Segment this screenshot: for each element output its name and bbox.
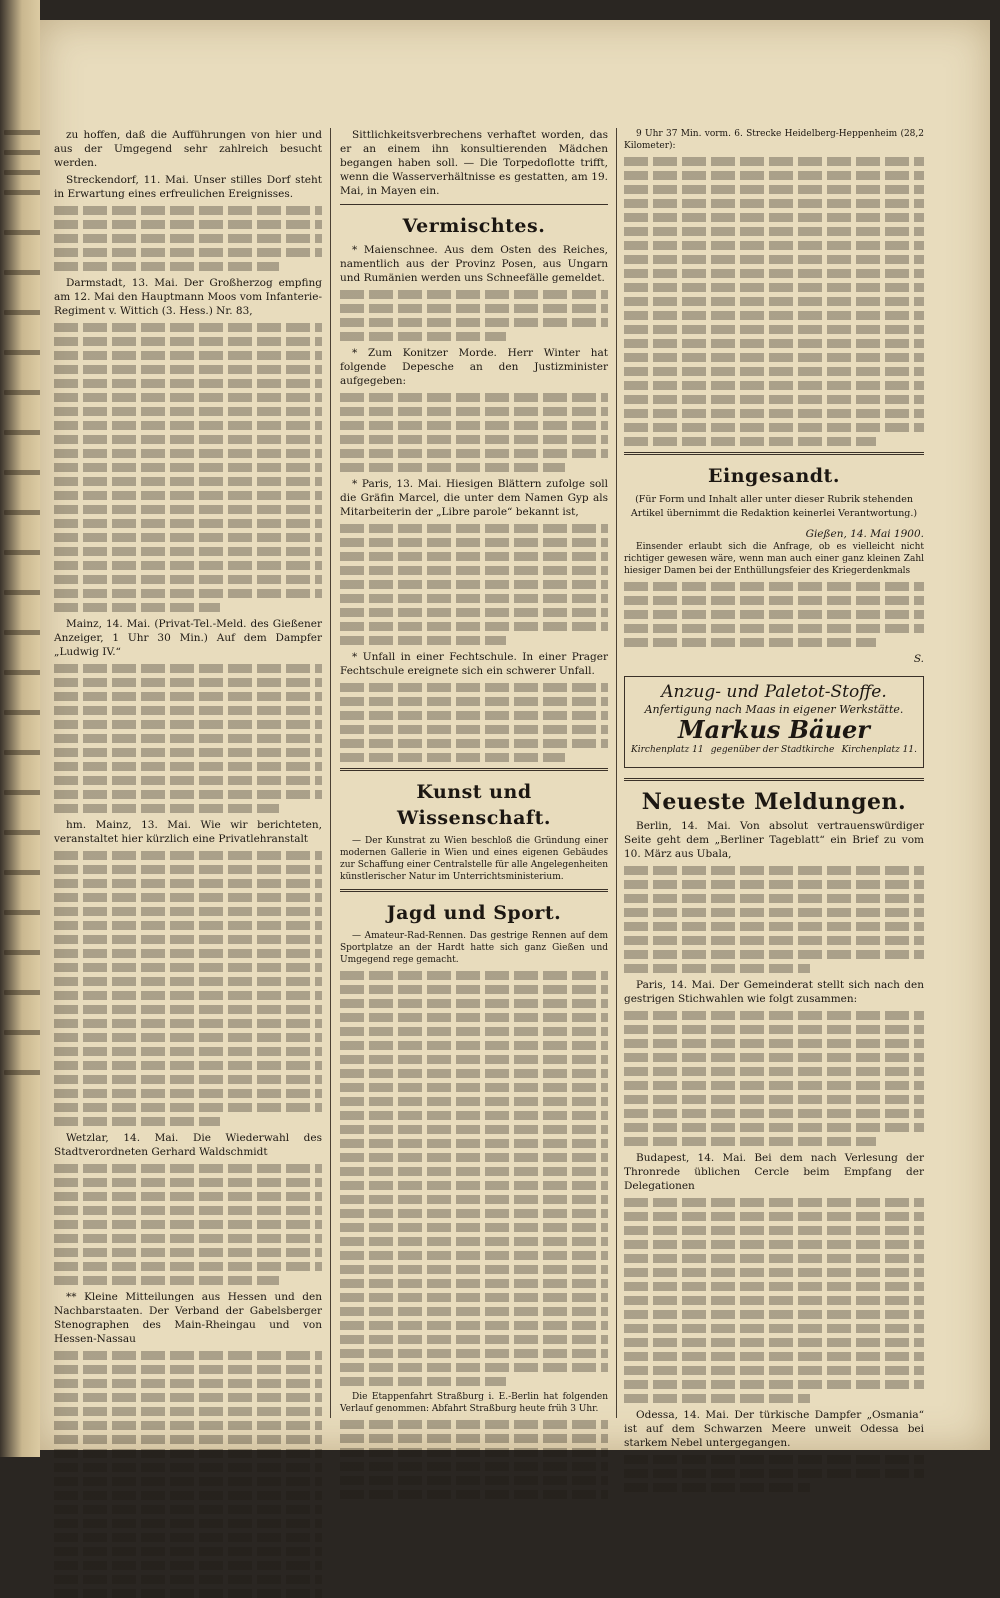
section-heading-kunst: Kunst und Wissenschaft.: [397, 781, 551, 829]
article-paragraph: Wetzlar, 14. Mai. Die Wiederwahl des Stadtverordneten Gerhard Waldschmidt: [54, 1132, 322, 1158]
column-rule: [616, 128, 617, 1418]
article-paragraph: — Amateur-Rad-Rennen. Das gestrige Rennen auf dem Sportplatze an der Hardt hatte sich ganz Gießen und Umgegend rege gemacht.: [340, 931, 608, 965]
advertisement: [624, 676, 924, 768]
section-heading-eingesandt: Eingesandt.: [708, 465, 840, 487]
section-heading-jagd-sport: Jagd und Sport.: [386, 902, 562, 924]
article-paragraph: Paris, 14. Mai. Der Gemeinderat stellt sich nach den gestrigen Stichwahlen wie folgt zusammen:: [624, 979, 924, 1005]
article-paragraph: Darmstadt, 13. Mai. Der Großherzog empfing am 12. Mai den Hauptmann Moos vom Infanterie-Regiment v. Wittich (3. Hess.) Nr. 83,: [54, 277, 322, 317]
article-paragraph: — Der Kunstrat zu Wien beschloß die Gründung einer modernen Gallerie in Wien und eines eigenen Gebäudes zur Schaffung einer Centralstelle für alle Angelegenheiten künstlerischer Natur im Unterrichtsministerium.: [340, 836, 608, 882]
article-paragraph: Die Etappenfahrt Straßburg i. E.-Berlin hat folgenden Verlauf genommen: Abfahrt Straßburg heute früh 3 Uhr.: [340, 1392, 608, 1414]
signature: S.: [913, 653, 924, 665]
column-rule: [330, 128, 331, 1418]
section-heading-vermischtes: Vermischtes.: [402, 215, 546, 237]
article-paragraph: * Maienschnee. Aus dem Osten des Reiches, namentlich aus der Provinz Posen, aus Ungarn und Rumänien werden uns Schneefälle gemeldet.: [340, 244, 608, 284]
dateline: Gießen, 14. Mai 1900.: [805, 528, 924, 540]
ad-tagline: Anfertigung nach Maas in eigener Werkstätte.: [644, 703, 904, 716]
adjacent-page-edge: [0, 0, 40, 1457]
newspaper-page: [40, 20, 990, 1450]
article-paragraph: hm. Mainz, 13. Mai. Wie wir berichteten, veranstaltet hier kürzlich eine Privatlehranstalt: [54, 819, 322, 845]
article-paragraph: * Paris, 13. Mai. Hiesigen Blättern zufolge soll die Gräfin Marcel, die unter dem Namen Gyp als Mitarbeiterin der „Libre parole“ bekannt ist,: [340, 478, 608, 518]
article-paragraph: * Unfall in einer Fechtschule. In einer Prager Fechtschule ereignete sich ein schwerer Unfall.: [340, 651, 608, 677]
column-1: [54, 128, 322, 1428]
ad-address-left: Kirchenplatz 11: [631, 745, 704, 755]
editorial-disclaimer: (Für Form und Inhalt aller unter dieser Rubrik stehenden Artikel übernimmt die Redaktion keinerlei Verantwortung.): [630, 494, 918, 519]
ad-address-middle: gegenüber der Stadtkirche: [710, 745, 835, 755]
column-3: [624, 128, 924, 1449]
ad-headline: Anzug- und Paletot-Stoffe.: [661, 682, 887, 702]
article-paragraph: ** Kleine Mitteilungen aus Hessen und den Nachbarstaaten. Der Verband der Gabelsberger Stenographen des Main-Rheingau und von Hessen-Nassau: [54, 1291, 322, 1345]
article-paragraph: Einsender erlaubt sich die Anfrage, ob es vielleicht nicht richtiger gewesen wäre, wenn man auch einer ganz kleinen Zahl hiesiger Damen bei der Enthüllungsfeier des Kriegerdenkmals: [624, 542, 924, 576]
article-paragraph: 9 Uhr 37 Min. vorm. 6. Strecke Heidelberg-Heppenheim (28,2 Kilometer):: [624, 129, 924, 151]
article-paragraph: Mainz, 14. Mai. (Privat-Tel.-Meld. des Gießener Anzeiger, 1 Uhr 30 Min.) Auf dem Dampfer „Ludwig IV.“: [54, 618, 322, 658]
article-paragraph: Berlin, 14. Mai. Von absolut vertrauenswürdiger Seite geht dem „Berliner Tageblatt“ ein Brief zu vom 10. März aus Ubala,: [624, 820, 924, 860]
article-paragraph: * Zum Konitzer Morde. Herr Winter hat folgende Depesche an den Justizminister aufgegeben:: [340, 347, 608, 387]
column-2: [340, 128, 608, 1428]
article-paragraph: Streckendorf, 11. Mai. Unser stilles Dorf steht in Erwartung eines erfreulichen Ereignisses.: [54, 174, 322, 200]
ad-merchant-name: Markus Bäuer: [678, 715, 870, 744]
ad-address-right: Kirchenplatz 11.: [841, 745, 917, 755]
article-paragraph: zu hoffen, daß die Aufführungen von hier und aus der Umgegend sehr zahlreich besucht werden.: [54, 129, 322, 169]
article-paragraph: Budapest, 14. Mai. Bei dem nach Verlesung der Thronrede üblichen Cercle beim Empfang der Delegationen: [624, 1152, 924, 1192]
article-paragraph: Sittlichkeitsverbrechens verhaftet worden, das er an einem ihn konsultierenden Mädchen begangen haben soll. — Die Torpedoflotte trifft, wenn die Wasserverhältnisse es gestatten, am 19. Mai, in Mayen ein.: [340, 129, 608, 197]
article-paragraph: Odessa, 14. Mai. Der türkische Dampfer „Osmania“ ist auf dem Schwarzen Meere unweit Odessa bei starkem Nebel untergegangen.: [624, 1409, 924, 1449]
section-heading-neueste-meldungen: Neueste Meldungen.: [641, 789, 907, 815]
